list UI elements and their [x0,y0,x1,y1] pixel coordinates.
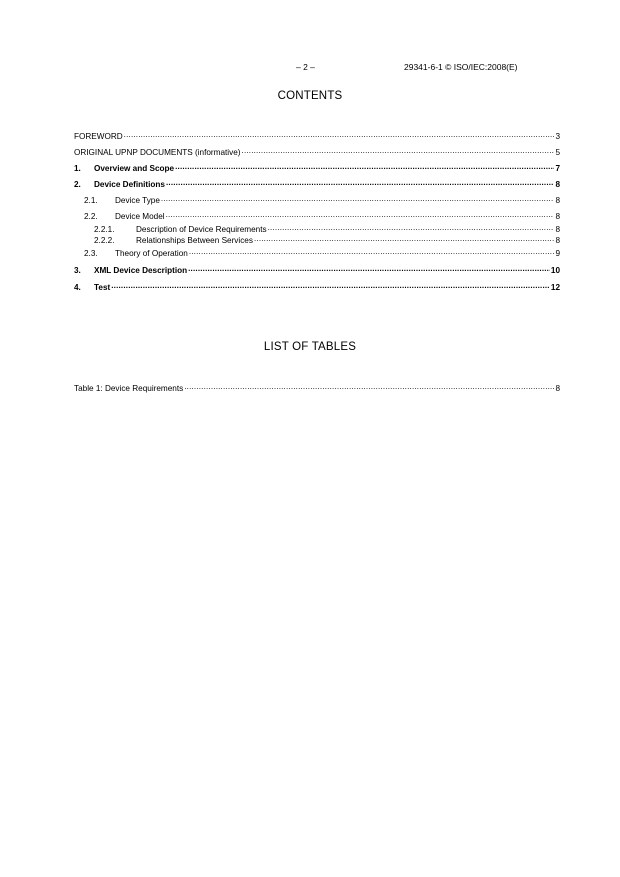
toc-entry-page: 8 [555,225,560,234]
toc-entry-test[interactable] [74,282,560,293]
toc-entry-number: 2.2. [84,212,98,221]
leader-dots [166,211,555,219]
toc-entry-label: Device Definitions [94,180,165,189]
toc-entry-overview-and-scope[interactable] [74,163,560,174]
leader-dots [254,235,554,243]
toc-entry-foreword[interactable] [74,131,560,142]
toc-entry-page: 7 [555,164,560,173]
toc-entry-number: 2.3. [84,249,98,258]
leader-dots [188,265,550,273]
toc-entry-page: 8 [555,196,560,205]
leader-dots [189,248,555,256]
toc-entry-number: 2.2.1. [94,225,115,234]
toc-entry-device-definitions[interactable] [74,179,560,190]
toc-entry-label: ORIGINAL UPNP DOCUMENTS (informative) [74,148,241,157]
toc-entry-device-model[interactable] [74,211,560,222]
document-reference: 29341-6-1 © ISO/IEC:2008(E) [404,62,518,72]
list-of-tables-heading: LIST OF TABLES [263,341,357,353]
toc-entry-label: XML Device Description [94,266,188,275]
toc-entry-page: 5 [555,148,560,157]
leader-dots [124,131,555,139]
toc-entry-page: 10 [550,266,560,275]
toc-entry-number: 2. [74,180,81,189]
leader-dots [242,147,555,155]
toc-entry-number: 3. [74,266,81,275]
toc-entry-page: 8 [555,180,560,189]
toc-entry-label: Description of Device Requirements [136,225,267,234]
toc-entry-device-type[interactable] [74,195,560,206]
toc-entry-xml-device-description[interactable] [74,265,560,276]
toc-entry-page: 8 [555,212,560,221]
toc-entry-label: Device Type [115,196,160,205]
toc-entry-page: 12 [550,283,560,292]
leader-dots [268,224,555,232]
leader-dots [175,163,554,171]
toc-entry-original-upnp-documents[interactable] [74,147,560,158]
leader-dots [166,179,554,187]
table-entry-page: 8 [555,384,560,393]
page-number: – 2 – [296,62,315,72]
table-of-contents [74,131,560,293]
toc-entry-label: Relationships Between Services [136,236,253,245]
toc-entry-label: Device Model [115,212,165,221]
toc-entry-page: 8 [555,236,560,245]
leader-dots [161,195,555,203]
toc-entry-relationships-between-services[interactable] [74,235,560,246]
toc-entry-label: Test [94,283,111,292]
toc-entry-number: 4. [74,283,81,292]
leader-dots [184,383,554,391]
list-of-tables [74,383,560,394]
page-header [0,62,620,76]
toc-entry-label: FOREWORD [74,132,123,141]
toc-entry-page: 3 [555,132,560,141]
toc-entry-number: 2.1. [84,196,98,205]
toc-entry-label: Theory of Operation [115,249,188,258]
leader-dots [111,282,550,290]
toc-entry-description-of-device-requirements[interactable] [74,224,560,235]
toc-entry-theory-of-operation[interactable] [74,248,560,259]
toc-entry-label: Overview and Scope [94,164,175,173]
table-entry-label: Table 1: Device Requirements [74,384,184,393]
contents-heading: CONTENTS [277,90,343,102]
table-entry-device-requirements[interactable] [74,383,560,394]
toc-entry-number: 2.2.2. [94,236,115,245]
toc-entry-number: 1. [74,164,81,173]
toc-entry-page: 9 [555,249,560,258]
